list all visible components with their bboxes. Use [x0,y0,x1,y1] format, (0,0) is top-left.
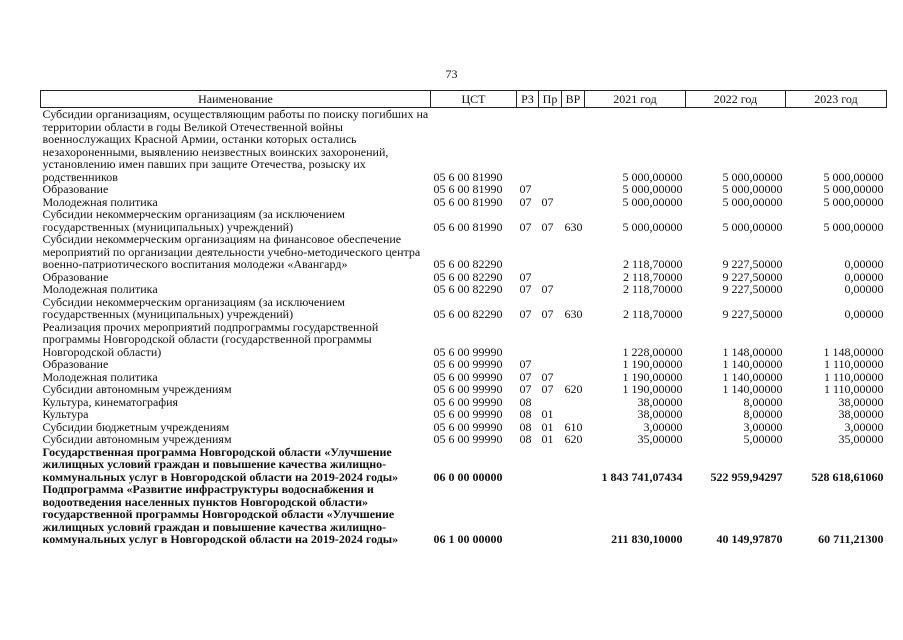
cell-cst: 05 6 00 81990 [433,219,503,234]
cell-name: Субсидии автономным учреждениям [42,432,232,446]
cell-pr [539,483,562,546]
table-row [41,446,887,484]
cell-pr: 07 [541,282,554,296]
cell-name: Государственная программа Новгородской области «Улучшение жилищных условий граждан и повышение качества жилищно-коммунальных услуг в Новгородской области на 2019-2024 годы» [42,444,399,484]
table-row [41,208,887,233]
cell-2022: 9 227,50000 [722,269,783,284]
cell-2022: 1 140,00000 [722,369,783,384]
cell-rz [517,108,539,184]
cell-2023: 38,00000 [838,407,884,421]
cell-2021: 5 000,00000 [622,219,683,234]
cell-2022: 522 959,94297 [710,469,783,484]
cell-cst: 06 0 00 00000 [433,469,503,484]
cell-2021: 5 000,00000 [622,182,683,196]
cell-2021: 1 228,00000 [622,344,683,359]
cell-pr: 07 [541,194,554,209]
cell-rz: 08 [519,432,532,446]
budget-table [40,90,887,546]
cell-2023: 5 000,00000 [823,194,884,209]
cell-rz [517,446,539,484]
cell-cst: 05 6 00 99990 [433,357,503,371]
cell-rz [517,233,539,271]
cell-pr [539,108,562,184]
cell-name: Субсидии автономным учреждениям [42,382,232,396]
cell-vr [562,396,585,409]
cell-vr: 630 [564,307,583,321]
cell-2021: 3,00000 [643,419,683,434]
cell-vr [562,358,585,371]
cell-rz: 07 [519,182,532,196]
cell-cst: 05 6 00 82290 [433,307,503,321]
cell-2021: 2 118,70000 [622,307,683,321]
cell-2022: 1 140,00000 [722,357,783,371]
cell-name: Культура, кинематография [42,394,179,409]
cell-2023: 1 110,00000 [823,369,884,384]
cell-vr [562,108,585,184]
table-header [41,91,887,108]
cell-2023: 528 618,61060 [811,469,884,484]
cell-cst: 06 1 00 00000 [433,532,503,546]
cell-2022: 5,00000 [743,432,783,446]
cell-name: Субсидии бюджетным учреждениям [42,419,230,434]
table-row [41,358,887,371]
cell-2021: 1 190,00000 [622,382,683,396]
cell-2022: 1 148,00000 [722,344,783,359]
cell-cst: 05 6 00 82290 [433,269,503,284]
cell-vr: 620 [564,382,583,396]
header-2022: 2022 год [686,91,786,108]
cell-rz [517,321,539,359]
cell-name: Образование [42,182,109,196]
table-row [41,408,887,421]
cell-cst: 05 6 00 81990 [433,169,503,184]
cell-vr [562,283,585,296]
cell-cst: 05 6 00 99990 [433,369,503,384]
cell-name: Субсидии организациям, осуществляющим работы по поиску погибших на территории области в годы Великой Отечественной войны военнослужащих Красной Армии, останки которых остались незахороненными, выявлению неизвестных воинских захоронений, установлению имен павших при защите Отечества, розыску их родственников [42,107,429,184]
cell-rz: 08 [519,394,532,409]
cell-2021: 5 000,00000 [622,194,683,209]
cell-name: Субсидии некоммерческим организациям (за исключением государственных (муниципальных) учреждений) [42,207,346,234]
cell-pr: 01 [541,407,554,421]
cell-name: Молодежная политика [42,369,158,384]
cell-2023: 0,00000 [844,307,884,321]
cell-rz: 07 [519,369,532,384]
cell-2023: 5 000,00000 [823,169,884,184]
table-row [41,233,887,271]
cell-cst: 05 6 00 99990 [433,407,503,421]
cell-name: Реализация прочих мероприятий подпрограммы государственной программы Новгородской области (государственной программы Новгородской области) [42,319,379,359]
cell-2023: 3,00000 [844,419,884,434]
cell-2022: 8,00000 [743,394,783,409]
cell-cst: 05 6 00 99990 [433,382,503,396]
table-row [41,383,887,396]
cell-2022: 9 227,50000 [722,307,783,321]
page-number: 73 [445,67,458,81]
cell-cst: 05 6 00 99990 [433,394,503,409]
cell-2023: 60 711,21300 [818,532,884,546]
cell-name: Образование [42,357,109,371]
table-row [41,321,887,359]
cell-2022: 5 000,00000 [722,194,783,209]
cell-pr: 07 [541,382,554,396]
cell-vr: 620 [564,432,583,446]
table-row [41,183,887,196]
cell-2021: 2 118,70000 [622,257,683,271]
cell-rz: 07 [519,307,532,321]
cell-pr: 07 [541,219,554,234]
table-body [41,108,887,546]
cell-pr [539,321,562,359]
cell-name: Культура [42,407,89,421]
cell-cst: 05 6 00 82290 [433,257,503,271]
header-vr: ВР [562,91,585,108]
cell-name: Субсидии некоммерческим организациям на финансовое обеспечение мероприятий по организации деятельности учебно-методического центра военно-патриотического воспитания молодежи «Авангард» [42,232,421,271]
cell-2023: 0,00000 [844,282,884,296]
cell-2022: 40 149,97870 [716,532,783,546]
cell-cst: 05 6 00 81990 [433,194,503,209]
cell-cst: 05 6 00 99990 [433,432,503,446]
cell-vr [562,271,585,284]
cell-2023: 5 000,00000 [823,219,884,234]
header-rz: РЗ [517,91,539,108]
table-row [41,283,887,296]
cell-rz: 08 [519,419,532,434]
cell-vr [562,483,585,546]
header-2023: 2023 год [786,91,887,108]
cell-2023: 1 148,00000 [823,344,884,359]
cell-2021: 1 190,00000 [622,357,683,371]
cell-name: Субсидии некоммерческим организациям (за исключением государственных (муниципальных) учреждений) [42,294,346,321]
cell-2023: 0,00000 [844,269,884,284]
header-pr: Пр [539,91,562,108]
cell-rz: 07 [519,382,532,396]
cell-pr [539,233,562,271]
cell-2021: 35,00000 [637,432,683,446]
cell-vr: 610 [564,419,583,434]
cell-2023: 38,00000 [838,394,884,409]
cell-rz: 07 [519,194,532,209]
table-row [41,433,887,446]
cell-pr: 07 [541,307,554,321]
cell-rz: 08 [519,407,532,421]
cell-pr [539,183,562,196]
cell-vr [562,196,585,209]
cell-name: Подпрограмма «Развитие инфраструктуры водоснабжения и водоотведения населенных пунктов Новгородской области» государственной программы Новгородской области «Улучшение жилищных условий граждан и повышение качества жилищно-коммунальных услуг в Новгородской области на 2019-2024 годы» [42,482,399,546]
cell-2023: 1 110,00000 [823,357,884,371]
cell-vr [562,183,585,196]
cell-2023: 1 110,00000 [823,382,884,396]
cell-cst: 05 6 00 81990 [433,182,503,196]
cell-2022: 3,00000 [743,419,783,434]
cell-vr: 630 [564,219,583,234]
cell-rz: 07 [519,357,532,371]
cell-pr: 01 [541,432,554,446]
cell-2023: 5 000,00000 [823,182,884,196]
cell-cst: 05 6 00 99990 [433,344,503,359]
cell-2021: 38,00000 [637,407,683,421]
cell-2022: 5 000,00000 [722,219,783,234]
cell-vr [562,233,585,271]
cell-2021: 38,00000 [637,394,683,409]
cell-vr [562,446,585,484]
cell-name: Молодежная политика [42,282,158,296]
cell-cst: 05 6 00 99990 [433,419,503,434]
header-cst: ЦСТ [431,91,517,108]
table-row [41,296,887,321]
table-row [41,483,887,546]
cell-name: Молодежная политика [42,194,158,209]
cell-2022: 5 000,00000 [722,182,783,196]
cell-rz [517,483,539,546]
cell-2022: 9 227,50000 [722,257,783,271]
cell-2022: 8,00000 [743,407,783,421]
cell-cst: 05 6 00 82290 [433,282,503,296]
cell-2023: 35,00000 [838,432,884,446]
cell-2021: 5 000,00000 [622,169,683,184]
cell-vr [562,408,585,421]
cell-name: Образование [42,269,109,284]
table-row [41,108,887,184]
cell-pr: 07 [541,369,554,384]
cell-rz: 07 [519,282,532,296]
cell-2023: 0,00000 [844,257,884,271]
cell-2021: 2 118,70000 [622,269,683,284]
cell-vr [562,321,585,359]
cell-2021: 211 830,10000 [611,532,683,546]
cell-2021: 2 118,70000 [622,282,683,296]
cell-pr: 01 [541,419,554,434]
cell-2022: 1 140,00000 [722,382,783,396]
cell-2021: 1 190,00000 [622,369,683,384]
cell-2021: 1 843 741,07434 [601,469,683,484]
header-name: Наименование [41,91,431,108]
cell-rz: 07 [519,269,532,284]
cell-pr [539,446,562,484]
header-2021: 2021 год [585,91,686,108]
cell-2022: 5 000,00000 [722,169,783,184]
cell-rz: 07 [519,219,532,234]
cell-pr [539,358,562,371]
cell-2022: 9 227,50000 [722,282,783,296]
